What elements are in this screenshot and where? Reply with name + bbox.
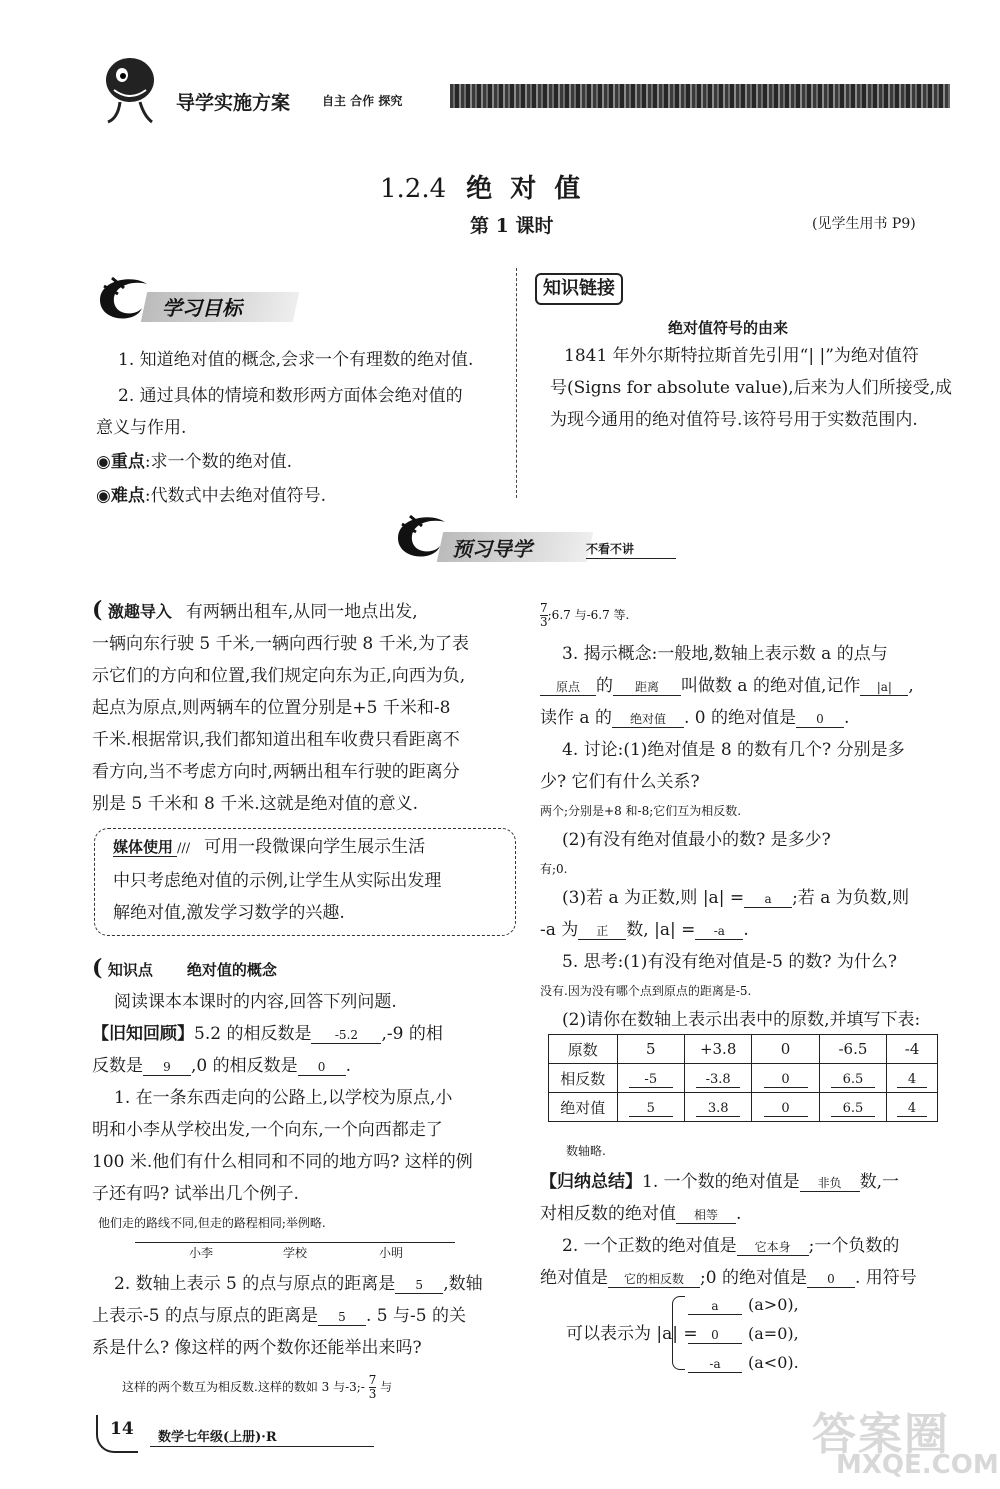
answer-blank: 它的相反数 (608, 1271, 700, 1288)
link-body (550, 340, 960, 436)
fraction: $\frac{7}{3}$ (540, 601, 548, 629)
lesson-period: 第 1 课时 (470, 215, 554, 237)
road-label-school: 学校 (283, 1246, 308, 1260)
goal-key-text: :求一个数的绝对值. (144, 452, 292, 472)
table-cell: -4 (887, 1035, 938, 1064)
header-subtitle: 自主 合作 探究 (322, 94, 403, 108)
review-label: 【旧知回顾】 (92, 1024, 194, 1044)
table-cell: 0 (752, 1035, 819, 1064)
value-table (548, 1034, 938, 1122)
preview-banner-text: 预习导学 (452, 537, 532, 561)
answer-blank: 0 (796, 711, 844, 728)
table-cell: 6.5 (831, 1072, 875, 1088)
brace-icon (672, 1296, 685, 1370)
q2-answer-cont: $\frac{7}{3}$ ;6.7 与-6.7 等. (540, 601, 630, 629)
bullet-icon: ◉ (96, 452, 111, 472)
link-title: 绝对值符号的由来 (668, 319, 789, 337)
q1-line: 子还有吗? 试举出几个例子. (92, 1184, 299, 1204)
q2-block: 2. 数轴上表示 5 的点与原点的距离是 5 ,数轴 上表示-5 的点与原点的距离是 5 . 5 与-5 的关 系是什么? 像这样的两个数你还能举出来吗? 这样的两个数互为相反数.这样的数如 3 与-3;- $\frac{7}{3}$ 与 (92, 1268, 512, 1402)
q1-line: 1. 在一条东西走向的公路上,以学校为原点,小 (114, 1088, 453, 1108)
answer-blank: 它本身 (737, 1239, 809, 1256)
knowledge-block: ( 知识点 绝对值的概念 阅读课本本课时的内容,回答下列问题. 【旧知回顾】5.2 的相反数是 -5.2 ,-9 的相 反数是 9 ,0 的相反数是 0 . 1. 在一条东西走向的公路上,以学校为原点,小 明和小李从学校出发,一个向东,一个向西都走了 100 米.他们有什么相同和不同的地方吗? 这样的例 子还有吗? 试举出几个例子. 他们走的路线不同,但走的路程相同;举例略. (92, 952, 512, 1236)
table-row (549, 1093, 938, 1122)
answer-blank: 5 (395, 1277, 443, 1294)
case-row: a (a>0), (688, 1290, 799, 1319)
goals-list (96, 340, 508, 512)
preview-banner-sub: 不看不讲 (586, 542, 635, 556)
column-divider (516, 268, 517, 498)
link-line: 1841 年外尔斯特拉斯首先引用“| |”为绝对值符 (564, 346, 919, 366)
answer-blank: 非负 (800, 1175, 860, 1192)
page-number: 14 (96, 1415, 138, 1453)
table-cell: +3.8 (684, 1035, 751, 1064)
intro-line: 起点为原点,则两辆车的位置分别是+5 千米和-8 (92, 698, 451, 718)
table-cell: 3.8 (696, 1101, 740, 1117)
link-tag: 知识链接 (535, 273, 623, 305)
q2-answer: 这样的两个数互为相反数.这样的数如 3 与-3;- $\frac{7}{3}$ 与 (122, 1373, 393, 1401)
answer-blank: -a (695, 923, 743, 940)
intro-line: 千米.根据常识,我们都知道出租车收费只看距离不 (92, 730, 460, 750)
answer-blank: 距离 (613, 679, 681, 696)
media-slash-icon: /// (177, 841, 191, 856)
media-tag: 媒体使用 (113, 838, 177, 857)
footer-rule (150, 1446, 374, 1447)
case-row: 0 (a=0), (688, 1319, 799, 1348)
goal-item: 1. 知道绝对值的概念,会求一个有理数的绝对值. (118, 350, 474, 370)
goals-banner (92, 270, 302, 330)
lesson-section: 1.2.4 (380, 174, 447, 204)
answer-blank: 原点 (540, 679, 596, 696)
table-cell: -3.8 (696, 1072, 740, 1088)
header-title: 导学实施方案 (176, 92, 291, 114)
q1-line: 100 米.他们有什么相同和不同的地方吗? 这样的例 (92, 1152, 473, 1172)
goal-item: 2. 通过具体的情境和数形两方面体会绝对值的 (118, 386, 463, 406)
knowledge-tag: 知识点 (107, 961, 153, 979)
goal-key-label: 重点 (110, 452, 145, 472)
intro-block (92, 594, 512, 820)
media-line: 解绝对值,激发学习数学的兴趣. (113, 903, 345, 923)
table-row (549, 1035, 938, 1064)
media-box (94, 828, 516, 936)
bracket-icon: ( (92, 955, 103, 981)
q4-2-answer: 有;0. (540, 862, 568, 876)
table-cell: -5 (629, 1072, 673, 1088)
table-cell: 绝对值 (549, 1093, 618, 1122)
answer-blank: |a| (860, 679, 908, 696)
mascot-logo (100, 50, 160, 130)
table-row (549, 1064, 938, 1093)
goal-key (96, 446, 508, 478)
bullet-icon: ◉ (96, 486, 111, 506)
bracket-icon: ( (92, 597, 103, 623)
answer-blank: 相等 (676, 1207, 736, 1224)
q5-answer: 没有.因为没有哪个点到原点的距离是-5. (540, 984, 752, 998)
footer-book: 数学七年级(上册)·R (158, 1430, 277, 1445)
table-cell: 0 (764, 1101, 808, 1117)
answer-blank: 9 (143, 1059, 191, 1076)
case-row: -a (a<0). (688, 1348, 799, 1377)
intro-line: 一辆向东行驶 5 千米,一辆向西行驶 8 千米,为了表 (92, 634, 470, 654)
table-cell: 0 (764, 1072, 808, 1088)
preview-banner (390, 508, 690, 568)
goals-banner-text: 学习目标 (162, 296, 242, 320)
right-body: 3. 揭示概念:一般地,数轴上表示数 a 的点与 原点 的 距离 叫做数 a 的绝对值,记作 |a| , 读作 a 的 绝对值 . 0 的绝对值是 0 . 4. 讨论:(1)绝对值是 8 的数有几个? 分别是多 少? 它们有什么关系? 两个;分别是+8 和-8;它们互为相反数. (2)有没有绝对值最小的数? 是多少? 有;0. (3)若 a 为正数,则 |a| = a ;若 a 为负数,则 -a 为 正 数, |a| = -a . 5. 思考:(1)有没有绝对值是-5 的数? 为什么? 没有.因为没有哪个点到原点的距离是-5. (2)请你在数轴上表示出表中的原数,并填写下表: (540, 638, 960, 1036)
intro-line: 示它们的方向和位置,我们规定向东为正,向西为负, (92, 666, 466, 686)
table-cell: 4 (897, 1072, 927, 1088)
q1-answer: 他们走的路线不同,但走的路程相同;举例略. (98, 1216, 326, 1230)
intro-line: 别是 5 千米和 8 千米.这就是绝对值的意义. (92, 794, 419, 814)
header-strip (450, 84, 950, 108)
goal-item: 意义与作用. (96, 418, 187, 438)
summary-block: 【归纳总结】1. 一个数的绝对值是 非负 数,一 对相反数的绝对值 相等 . 2. 一个正数的绝对值是 它本身 ;一个负数的 绝对值是 它的相反数 ;0 的绝对值是 0 . 用符号 (540, 1172, 917, 1288)
lesson-name: 绝 对 值 (466, 174, 581, 204)
table-note: 数轴略. (566, 1144, 606, 1158)
piecewise-label: 可以表示为 |a| = (566, 1324, 698, 1344)
intro-line: 有两辆出租车,从同一地点出发, (185, 602, 418, 622)
table-cell: 6.5 (831, 1101, 875, 1117)
fraction: $\frac{7}{3}$ (368, 1373, 377, 1401)
answer-blank: 0 (298, 1059, 346, 1076)
link-line: 为现今通用的绝对值符号.该符号用于实数范围内. (550, 410, 918, 430)
answer-blank: 正 (578, 923, 626, 940)
road-label-xiaoming: 小明 (379, 1246, 404, 1260)
table-cell: 5 (617, 1035, 684, 1064)
q1-line: 明和小李从学校出发,一个向东,一个向西都走了 (92, 1120, 443, 1140)
piecewise-cases (688, 1290, 799, 1377)
table-cell: -6.5 (819, 1035, 886, 1064)
q4-answer: 两个;分别是+8 和-8;它们互为相反数. (540, 804, 742, 818)
answer-blank: 5 (318, 1309, 366, 1326)
media-line: 中只考虑绝对值的示例,让学生从实际出发理 (113, 871, 442, 891)
summary-label: 【归纳总结】 (540, 1172, 642, 1192)
table-cell: 原数 (549, 1035, 618, 1064)
knowledge-title: 绝对值的概念 (186, 961, 277, 979)
goal-hard-label: 难点 (110, 486, 145, 506)
answer-blank: a (744, 891, 792, 908)
goal-hard-text: :代数式中去绝对值符号. (144, 486, 326, 506)
lesson-ref: (见学生用书 P9) (812, 216, 916, 232)
link-line: 号(Signs for absolute value),后来为人们所接受,成 (550, 378, 953, 398)
watermark-text: 答案圈 (812, 1409, 950, 1460)
intro-line: 看方向,当不考虑方向时,两辆出租车行驶的距离分 (92, 762, 460, 782)
answer-blank: 0 (807, 1271, 855, 1288)
table-cell: 5 (629, 1101, 673, 1117)
lesson-title (380, 168, 580, 205)
watermark-url: MXQE.COM (836, 1450, 999, 1480)
road-diagram (135, 1234, 455, 1264)
road-label-xiaoli: 小李 (189, 1246, 214, 1260)
answer-blank: -5.2 (311, 1027, 381, 1044)
intro-tag: 激趣导入 (107, 602, 172, 621)
media-line: 可用一段微课向学生展示生活 (204, 837, 426, 857)
knowledge-read: 阅读课本本课时的内容,回答下列问题. (114, 992, 397, 1012)
table-cell: 4 (897, 1101, 927, 1117)
answer-blank: 绝对值 (612, 711, 684, 728)
table-cell: 相反数 (549, 1064, 618, 1093)
